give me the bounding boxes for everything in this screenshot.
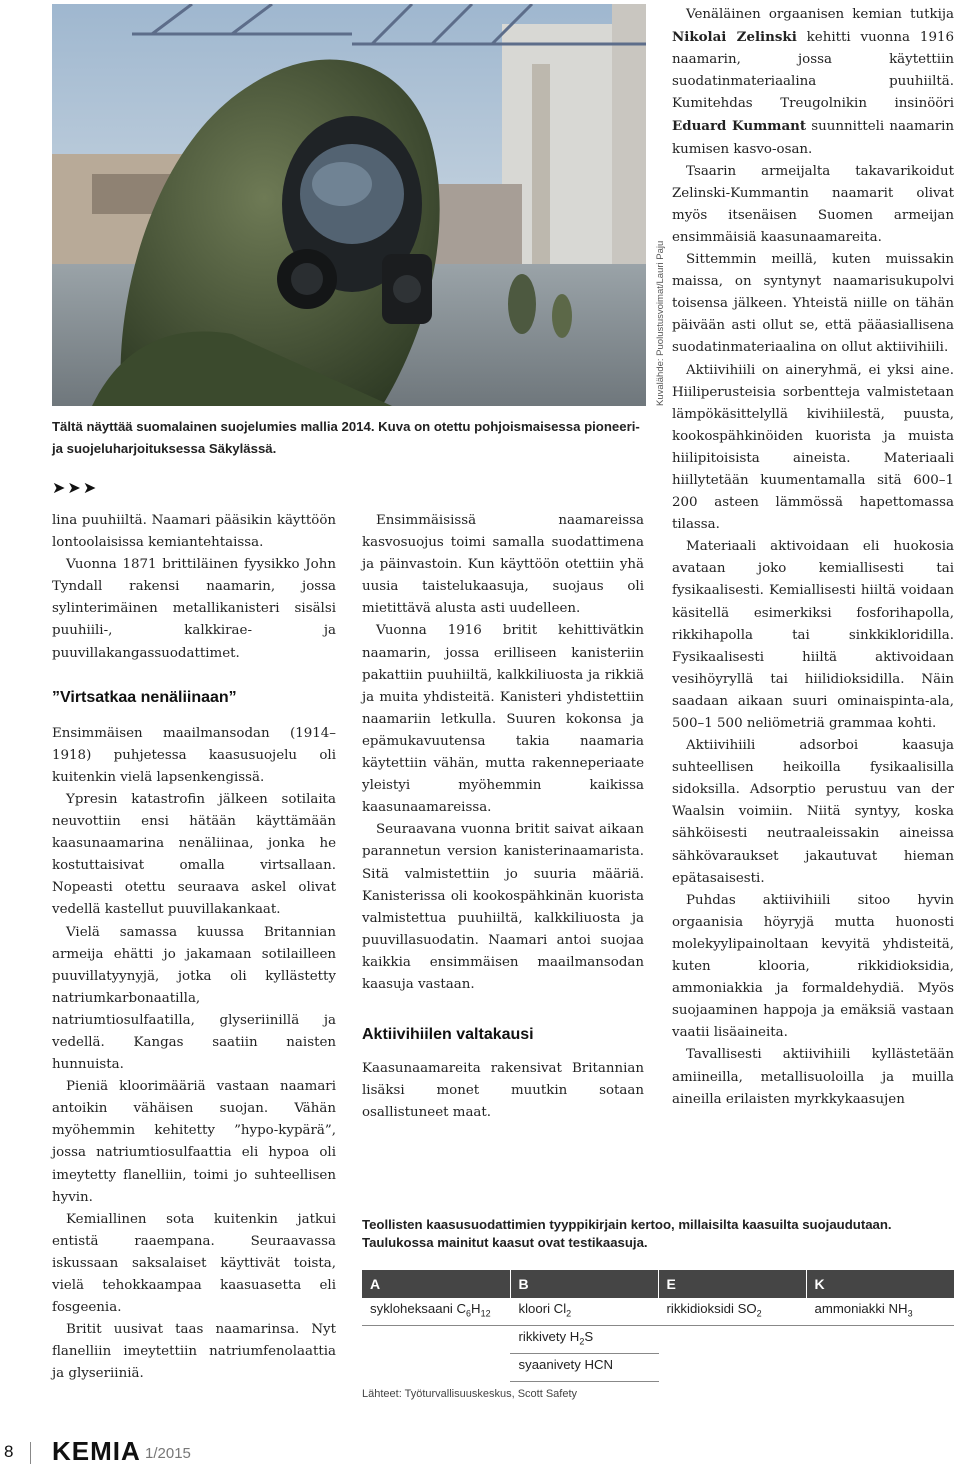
col3-paragraph-7: Puhdas aktiivihiili sitoo hyvin orgaanisia höyryjä mutta huonosti molekyylipainoltaan kevyitä yhdisteitä, kuten klooria, rikkidioksidia, ammoniakkia ja formaldehydiä. Myös suojaaminen happoja ja emäksiä vastaan vaatii lisäaineita. — [672, 892, 954, 1041]
table-header-row — [362, 1270, 954, 1298]
col2-paragraph-3: Seuraavana vuonna britit saivat aikaan parannetun version kanisterinaamarista. Sitä valmistettiin jo suuria määriä. Kanisterissa oli kookospähkinän kuorista valmistettua puuhiiltä, kalkkiliuosta ja puuvillasuodatin. Naamari antoi suojaa kaikkia ensimmäisen maailmansodan kaasuja vastaan. — [362, 822, 644, 992]
col2-paragraph-2: Vuonna 1916 britit kehittivätkin naamarin, jossa erilliseen kanisteriin pakattiin puuhiiltä, kalkkiliuosta ja rikkiä ja muita yhdisteitä. Kanisteri yhdistettiin naamariin letkulla. Suuren kokonsa ja epämukavuutensa takia naamaria käytettiin vähän, mutta rakenneperiaate yleistyi myöhemmin kaikissa kaasunaamareissa. — [362, 623, 644, 816]
issue-number: 1/2015 — [145, 1445, 191, 1462]
cell-empty — [806, 1354, 954, 1382]
soldier-photo — [52, 4, 646, 406]
col3-paragraph-3: Sittemmin meillä, kuten muissakin maissa, on syntynyt naamarisukupolvi toisensa jälkeen. Yhteistä niille on tähän päivään asti ollut se, että pääasiallisena suodatinmateriaalina on ollut aktiivihiili. — [672, 252, 954, 356]
table-row — [362, 1326, 954, 1354]
subheading-aktiivihiili: Aktiivihiilen valtakausi — [362, 1026, 534, 1044]
column-1 — [52, 510, 336, 1385]
col3-paragraph-5: Materiaali aktivoidaan eli huokosia avataan joko kemiallisesti tai fysikaalisesti. Kemiallisesti hiiltä voidaan käsitellä esimerkiksi fosforihapolla, rikkihapolla tai sinkkikloridilla. Fysikaalisesti hiiltä aktivoidaan vesihöyryllä tai hiilidioksidilla. Näin saadaan aikaan suuri ominaispinta-ala, 500–1 500 neliömetriä grammaa kohti. — [672, 539, 954, 731]
col3-paragraph-4: Aktiivihiili on aineryhmä, ei yksi aine. Hiiliperusteisia sorbentteja valmistetaan lämpökäsittelyllä kivihiilestä, puusta, kookospähkinöiden kuorista ja muista hiilipitoisista aineista. Materiaali hiillytetään kuumentamalla sitä 600–1 200 asteen lämmössä hapettomassa tilassa. — [672, 362, 954, 533]
photo-caption: Tältä näyttää suomalainen suojelumies mallia 2014. Kuva on otettu pohjoismaisessa pioneeri- ja suojeluharjoituksessa Säkylässä. — [52, 419, 640, 456]
page-number: 8 — [4, 1442, 14, 1461]
col3-p1-text-b: kehitti vuonna 1916 naamarin, jossa käytettiin suodatinmateriaalina puuhiiltä. Kumitehdas Treugolnikin insinööri — [672, 30, 955, 112]
col3-paragraph-8: Tavallisesti aktiivihiili kyllästetään amiineilla, metallisuoloilla ja muilla aineilla erilaisten myrkkykaasujen — [672, 1047, 954, 1107]
cell-empty — [806, 1326, 954, 1354]
col1-paragraph-7: Kemiallinen sota kuitenkin jatkui entistä raaempana. Seuraavassa iskussaan saksalaiset käyttivät toista, vielä tehokkaampaa kaasuasetta eli fosgeenia. — [52, 1211, 336, 1316]
cell-ammonia — [806, 1298, 954, 1326]
cell-text: S — [584, 1329, 594, 1344]
col1-paragraph-1: lina puuhiiltä. Naamari pääsikin käyttöön lontoolaisissa kemiantehtaissa. — [52, 513, 336, 551]
col3-p1-text-a: Venäläinen orgaanisen kemian tutkija — [686, 7, 954, 22]
photo-credit — [649, 4, 666, 406]
col1-paragraph-8: Britit uusivat taas naamarinsa. Nyt flanelliin imeytettiin natriumfenolaattia ja glyseriiniä. — [52, 1322, 336, 1382]
cell-cyclohexane — [362, 1298, 510, 1326]
cell-empty — [362, 1326, 510, 1354]
col3-paragraph-6: Aktiivihiili adsorboi kaasuja suhteellisen heikoilla fysikaalisilla sidoksilla. Adsorptio perustuu van der Waalsin voimiin. Niitä syntyy, koska sähköisesti neutraaleissakin aineissa sähkövaraukset jakautuvat hieman epätasaisesti. — [672, 738, 954, 886]
table-header-k: K — [806, 1270, 954, 1298]
cell-text: H — [471, 1301, 481, 1316]
filter-type-table — [362, 1270, 954, 1382]
column-3 — [672, 4, 954, 1111]
cell-chlorine — [510, 1298, 658, 1326]
table-sources: Lähteet: Työturvallisuuskeskus, Scott Safety — [362, 1388, 578, 1400]
person-name-zelinski: Nikolai Zelinski — [672, 29, 797, 46]
magazine-logo: KEMIA — [52, 1436, 141, 1466]
cell-subscript: 6 — [466, 1308, 472, 1319]
cell-subscript: 3 — [907, 1308, 913, 1319]
cell-text: kloori Cl — [518, 1301, 567, 1316]
footer-divider — [30, 1442, 31, 1464]
table-header-a: A — [362, 1270, 510, 1298]
subheading-virtsatkaa: ”Virtsatkaa nenäliinaan” — [52, 688, 237, 706]
cell-subscript: 12 — [480, 1308, 491, 1319]
cell-sulfur-dioxide — [658, 1298, 806, 1326]
continue-arrows-icon: ➤➤➤ — [52, 478, 99, 497]
cell-text: rikkidioksidi SO — [666, 1301, 757, 1316]
cell-subscript: 2 — [566, 1308, 572, 1319]
col3-paragraph-2: Tsaarin armeijalta takavarikoidut Zelinski-Kummantin naamarit olivat myös itsenäisen Suomen armeijan ensimmäisiä kaasunaamareita. — [672, 163, 954, 245]
cell-hydrogen-sulfide — [510, 1326, 658, 1354]
table-header-b: B — [510, 1270, 658, 1298]
col2-paragraph-4: Kaasunaamareita rakensivat Britannian lisäksi monet muutkin sotaan osallistuneet maat. — [362, 1061, 644, 1121]
person-name-kummant: Eduard Kummant — [672, 118, 807, 135]
col1-paragraph-6: Pieniä kloorimääriä vastaan naamari antoikin vähäisen suojan. Vähän myöhemmin kehitetty ”hypo-kypärä”, jossa natriumtiosulfaattia eli hypoa oli imeytetty flanelliin, toimi jo suhteellisen hyvin. — [52, 1079, 336, 1205]
col1-paragraph-3: Ensimmäisen maailmansodan (1914–1918) puhjetessa kaasusuojelu oli kuitenkin vielä lapsenkengissä. — [52, 725, 336, 785]
cell-text: rikkivety H — [518, 1329, 580, 1344]
cell-hydrogen-cyanide — [510, 1354, 658, 1382]
table-row — [362, 1354, 954, 1382]
table-caption: Teollisten kaasusuodattimien tyyppikirjain kertoo, millaisilta kaasuilta suojaudutaan. Taulukossa mainitut kaasut ovat testikaasuja. — [362, 1217, 892, 1250]
table-row — [362, 1298, 954, 1326]
col3-p1-text-c: suunnitteli naamarin kumisen kasvo-osan. — [672, 119, 955, 157]
cell-text: sykloheksaani C — [370, 1301, 467, 1316]
table-header-e: E — [658, 1270, 806, 1298]
cell-empty — [362, 1354, 510, 1382]
gas-mask-soldier-image — [52, 4, 646, 406]
cell-empty — [658, 1354, 806, 1382]
cell-text: ammoniakki NH — [814, 1301, 908, 1316]
col3-paragraph-1 — [672, 4, 954, 161]
col1-paragraph-4: Ypresin katastrofin jälkeen sotilaita neuvottiin ensi hätään käyttämään kaasunaamarina nenäliinaa, jonka he kostuttaisivat omalla virtsallaan. Nopeasti otettu seuraava askel olivat vedellä kastellut puuvillakankaat. — [52, 791, 336, 918]
column-2 — [362, 510, 644, 1124]
photo-credit-text: Kuvalähde: Puolustusvoimat/Lauri Paju — [655, 240, 666, 406]
col2-paragraph-1: Ensimmäisissä naamareissa kasvosuojus toimi samalla suodattimena ja päinvastoin. Kun käyttöön otettiin yhä uusia taistelukaasuja, suojaus oli mietittävä alusta asti uudelleen. — [362, 513, 644, 617]
col1-paragraph-2 — [52, 554, 336, 664]
cell-empty — [658, 1326, 806, 1354]
cell-subscript: 2 — [756, 1308, 762, 1319]
cell-subscript: 2 — [579, 1336, 585, 1347]
cell-text: syaanivety HCN — [518, 1357, 614, 1372]
col1-paragraph-2-text: Vuonna 1871 brittiläinen fyysikko John Tyndall rakensi naamarin, jossa sylinterimäinen metallikanisteri sisälsi puuhiili-, kalkkirae- ja puuvillakangassuodattimet. — [52, 557, 336, 661]
col1-paragraph-5: Vielä samassa kuussa Britannian armeija ehätti jo jakamaan sotilailleen puuvillatyynyjä, jotka oli kyllästetty natriumkarbonaatilla, natriumtiosulfaatilla, glyseriinillä ja vedellä. Kangas saatiin naisten hunnuista. — [52, 924, 336, 1073]
